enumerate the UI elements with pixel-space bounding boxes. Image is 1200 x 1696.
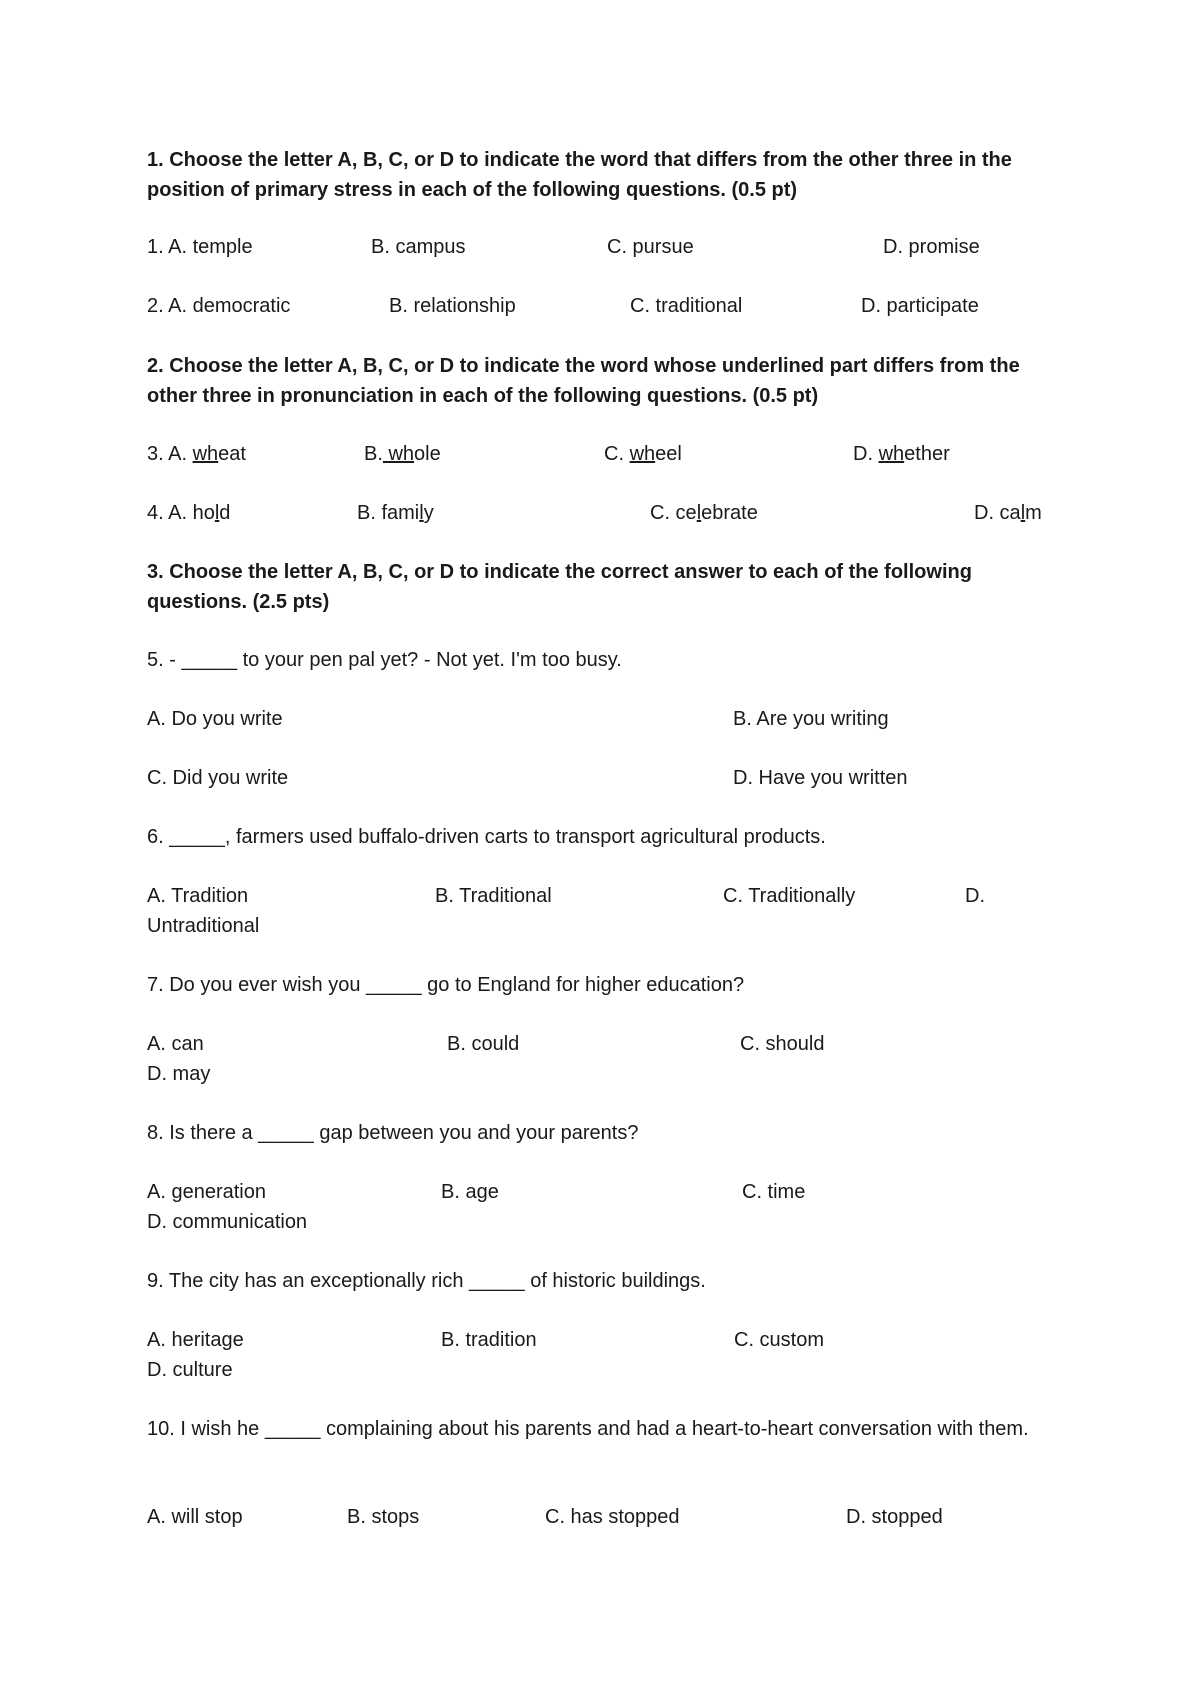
option-7d: D. may [147, 1063, 211, 1085]
section-2-heading: 2. Choose the letter A, B, C, or D to indicate the word whose underlined part differs from the other three in pronunciation in each of the following questions. (0.5 pt) [147, 355, 1020, 407]
option-4a: 4. A. hold [147, 502, 231, 524]
option-6d-text: Untraditional [147, 915, 260, 937]
option-9d: D. culture [147, 1359, 233, 1381]
option-1a: 1. A. temple [147, 236, 253, 258]
option-3b: B. whole [364, 443, 441, 465]
option-9b: B. tradition [441, 1329, 537, 1351]
option-6c: C. Traditionally [723, 885, 856, 907]
option-3d: D. whether [853, 443, 950, 465]
option-2d: D. participate [861, 295, 979, 317]
option-8d: D. communication [147, 1211, 308, 1233]
question-6-stem: 6. _____, farmers used buffalo-driven carts to transport agricultural products. [147, 826, 826, 848]
option-8a: A. generation [147, 1181, 266, 1203]
option-6d-letter: D. [965, 885, 985, 907]
question-10-stem: 10. I wish he _____ complaining about his parents and had a heart-to-heart conversation with them. [147, 1418, 1029, 1440]
option-5b: B. Are you writing [733, 708, 889, 730]
option-4b: B. family [357, 502, 434, 524]
option-1d: D. promise [883, 236, 980, 258]
section-3-heading: 3. Choose the letter A, B, C, or D to indicate the correct answer to each of the following questions. (2.5 pts) [147, 561, 972, 613]
option-10a: A. will stop [147, 1506, 243, 1528]
option-8c: C. time [742, 1181, 806, 1203]
option-5c: C. Did you write [147, 767, 289, 789]
option-10c: C. has stopped [545, 1506, 680, 1528]
option-3a: 3. A. wheat [147, 443, 246, 465]
option-2c: C. traditional [630, 295, 743, 317]
question-9-stem: 9. The city has an exceptionally rich _____ of historic buildings. [147, 1270, 706, 1292]
option-8b: B. age [441, 1181, 499, 1203]
option-3c: C. wheel [604, 443, 682, 465]
option-7a: A. can [147, 1033, 204, 1055]
question-7-stem: 7. Do you ever wish you _____ go to England for higher education? [147, 974, 745, 996]
option-4c: C. celebrate [650, 502, 758, 524]
option-4d: D. calm [974, 502, 1042, 524]
option-7b: B. could [447, 1033, 520, 1055]
option-6b: B. Traditional [435, 885, 552, 907]
option-10d: D. stopped [846, 1506, 943, 1528]
question-5-stem: 5. - _____ to your pen pal yet? - Not yet. I'm too busy. [147, 649, 622, 671]
option-9c: C. custom [734, 1329, 825, 1351]
option-6a: A. Tradition [147, 885, 249, 907]
option-5d: D. Have you written [733, 767, 908, 789]
option-2b: B. relationship [389, 295, 516, 317]
question-8-stem: 8. Is there a _____ gap between you and your parents? [147, 1122, 639, 1144]
option-7c: C. should [740, 1033, 825, 1055]
option-5a: A. Do you write [147, 708, 283, 730]
option-1b: B. campus [371, 236, 466, 258]
option-9a: A. heritage [147, 1329, 244, 1351]
option-1c: C. pursue [607, 236, 694, 258]
option-2a: 2. A. democratic [147, 295, 291, 317]
section-1-heading: 1. Choose the letter A, B, C, or D to indicate the word that differs from the other three in the position of primary stress in each of the following questions. (0.5 pt) [147, 149, 1012, 201]
option-10b: B. stops [347, 1506, 420, 1528]
